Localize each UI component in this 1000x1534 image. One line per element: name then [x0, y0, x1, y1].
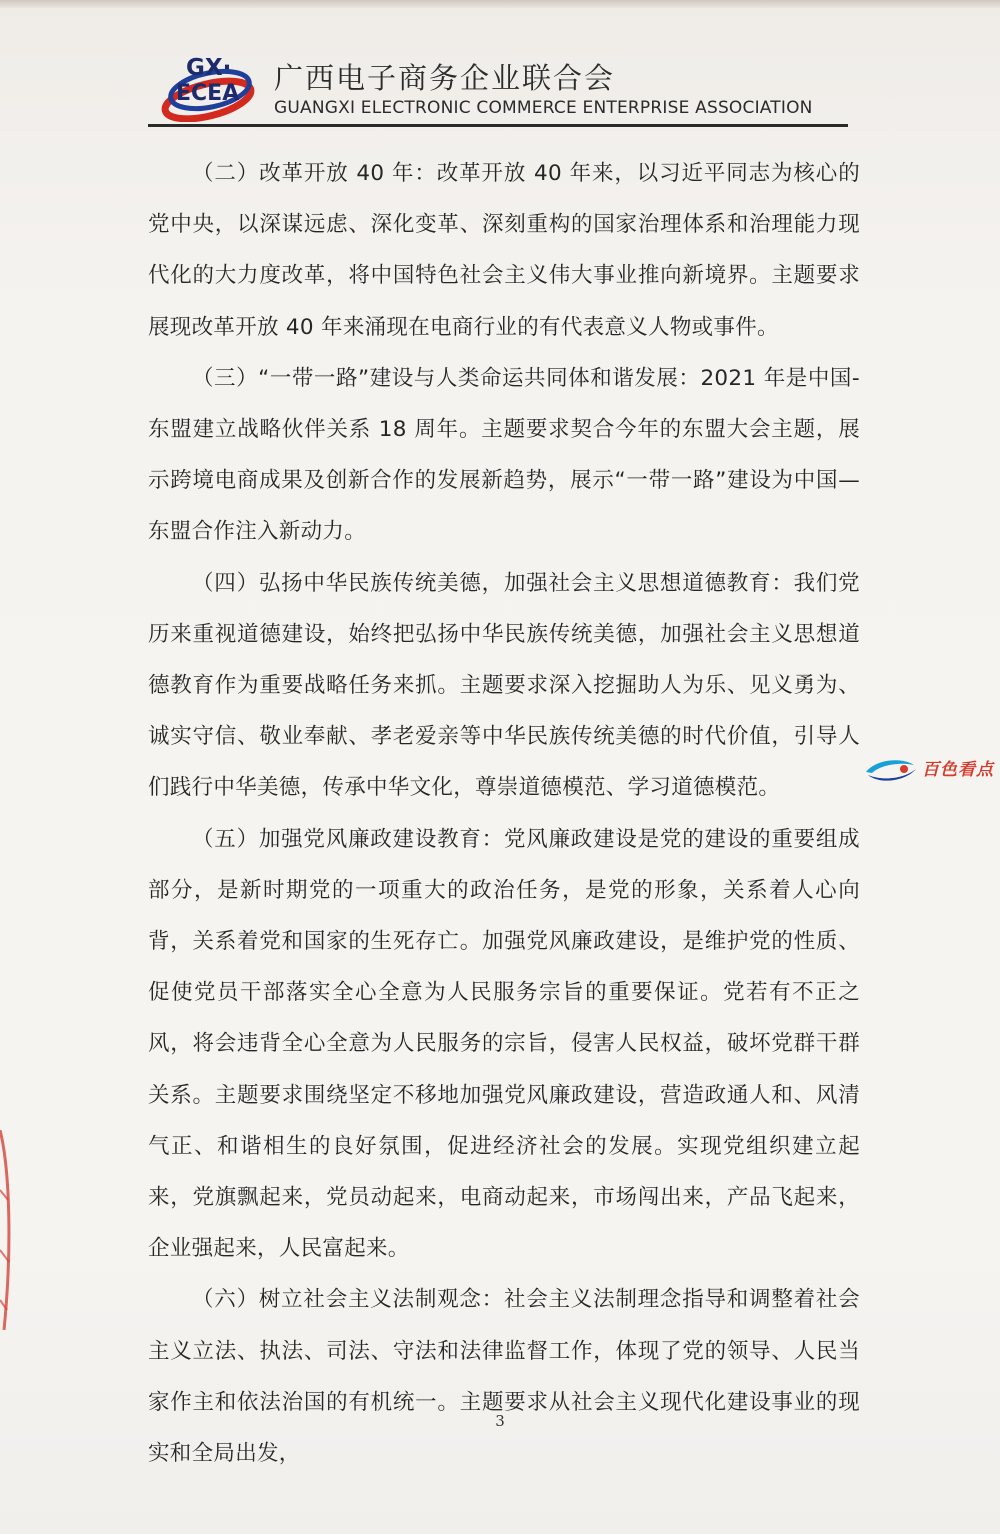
watermark-text: 百色看点: [922, 760, 994, 780]
logo-text-top: GX·: [186, 55, 232, 81]
org-name-cn: 广西电子商务企业联合会: [274, 61, 616, 95]
document-body: [148, 148, 860, 1479]
logo-text-bottom: ECEA: [176, 81, 240, 106]
org-name-en: GUANGXI ELECTRONIC COMMERCE ENTERPRISE ASSOCIATION: [274, 98, 813, 118]
letterhead: [150, 44, 850, 130]
paragraph-party-integrity: （五）加强党风廉政建设教育：党风廉政建设是党的建设的重要组成部分，是新时期党的一项重大的政治任务，是党的形象，关系着人心向背，关系着党和国家的生死存亡。加强党风廉政建设，是维护党的性质、促使党员干部落实全心全意为人民服务宗旨的重要保证。党若有不正之风，将会违背全心全意为人民服务的宗旨，侵害人民权益，破坏党群干群关系。主题要求围绕坚定不移地加强党风廉政建设，营造政通人和、风清气正、和谐相生的良好氛围，促进经济社会的发展。实现党组织建立起来，党旗飘起来，党员动起来，电商动起来，市场闯出来，产品飞起来，企业强起来，人民富起来。: [148, 826, 860, 1262]
page-number: 3: [495, 1412, 505, 1430]
seal-edge-icon: [0, 1130, 14, 1330]
swoosh-icon: [862, 755, 918, 783]
paragraph-traditional-virtues: （四）弘扬中华民族传统美德，加强社会主义思想道德教育：我们党历来重视道德建设，始终把弘扬中华民族传统美德，加强社会主义思想道德教育作为重要战略任务来抓。主题要求深入挖掘助人为乐、见义勇为、诚实守信、敬业奉献、孝老爱亲等中华民族传统美德的时代价值，引导人们践行中华美德，传承中华文化，尊崇道德模范、学习道德模范。: [148, 570, 860, 801]
watermark: [862, 754, 1000, 784]
paragraph-belt-and-road: （三）“一带一路”建设与人类命运共同体和谐发展：2021 年是中国-东盟建立战略伙伴关系 18 周年。主题要求契合今年的东盟大会主题，展示跨境电商成果及创新合作的发展新趋势，展示“一带一路”建设为中国—东盟合作注入新动力。: [148, 365, 860, 545]
header-divider: [148, 124, 848, 127]
paragraph-reform-opening: （二）改革开放 40 年：改革开放 40 年来，以习近平同志为核心的党中央，以深谋远虑、深化变革、深刻重构的国家治理体系和治理能力现代化的大力度改革，将中国特色社会主义伟大事业推向新境界。主题要求展现改革开放 40 年来涌现在电商行业的有代表意义人物或事件。: [148, 161, 860, 340]
page-top-edge: [0, 0, 1000, 8]
gxecea-logo: [156, 48, 266, 122]
paragraph-rule-of-law: （六）树立社会主义法制观念：社会主义法制理念指导和调整着社会主义立法、执法、司法、守法和法律监督工作，体现了党的领导、人民当家作主和依法治国的有机统一。主题要求从社会主义现代化建设事业的现实和全局出发，: [148, 1287, 860, 1467]
